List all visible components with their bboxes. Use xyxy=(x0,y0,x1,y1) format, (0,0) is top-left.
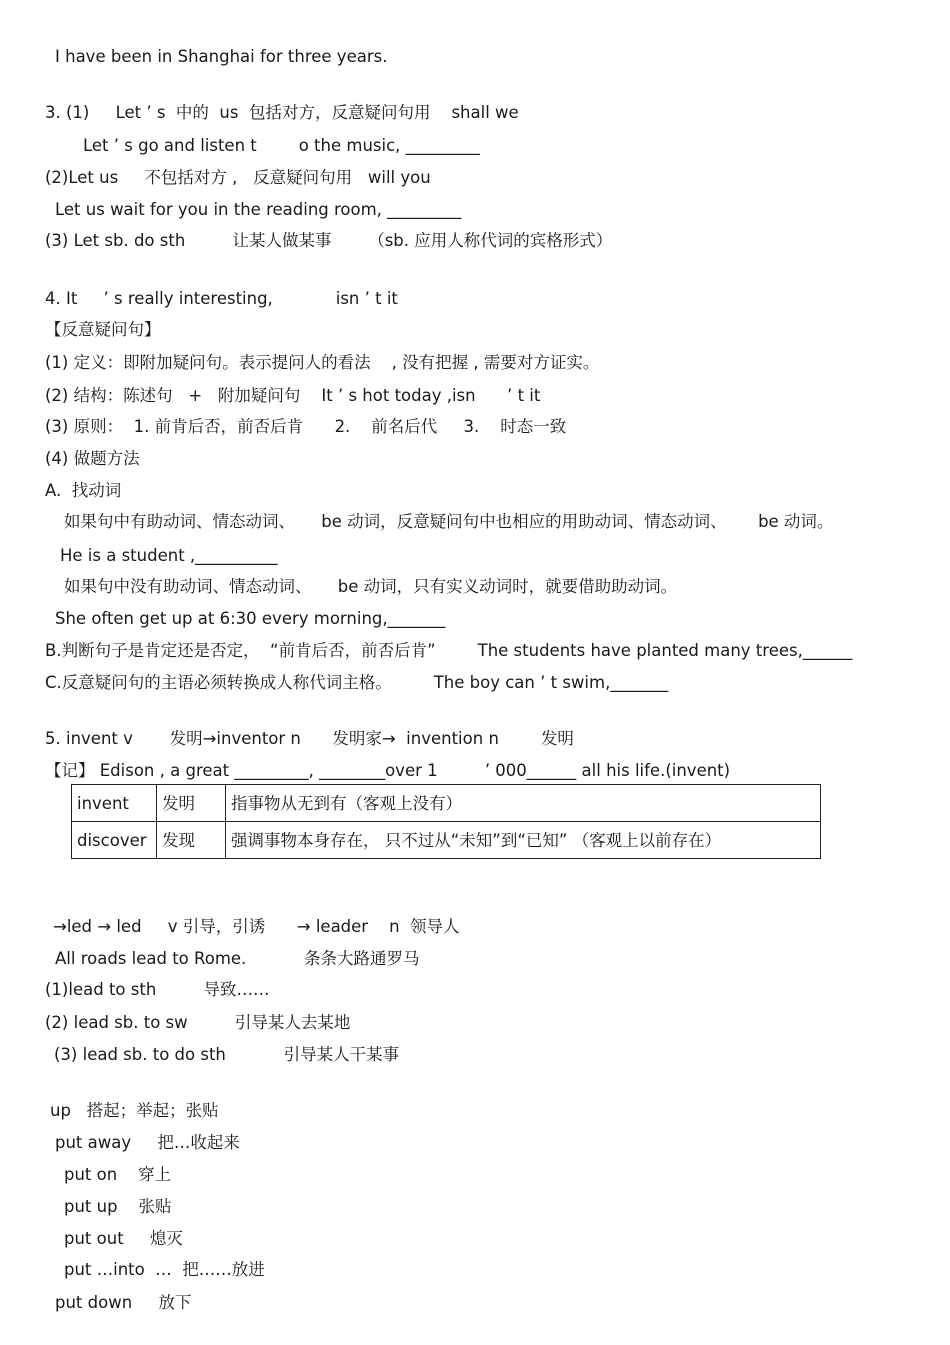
table-cell: invent xyxy=(72,785,157,822)
point-5-heading: 5. invent v 发明→inventor n 发明家→ invention n 发明 xyxy=(45,729,574,748)
table-cell: discover xyxy=(72,822,157,859)
example-lets-go: Let ’ s go and listen t o the music, _________ xyxy=(83,136,480,155)
section-tag-question: 【反意疑问句】 xyxy=(45,320,161,339)
method-heading: (4) 做题方法 xyxy=(45,449,140,468)
phrase-lead-to: (1)lead to sth 导致…… xyxy=(45,980,270,999)
structure-line: (2) 结构：陈述句 + 附加疑问句 It ’ s hot today ,isn ’ t it xyxy=(45,386,541,405)
table-row xyxy=(72,785,821,822)
definition-line: (1) 定义：即附加疑问句。表示提问人的看法 , 没有把握 , 需要对方证实。 xyxy=(45,353,600,372)
phrase-up: up 搭起；举起；张贴 xyxy=(50,1101,219,1120)
sentence-shanghai: I have been in Shanghai for three years. xyxy=(55,47,388,66)
phrase-put-up: put up 张贴 xyxy=(64,1197,172,1216)
memo-edison: 【记】 Edison , a great _________, ________over 1 ’ 000______ all his life.(invent) xyxy=(45,761,731,780)
method-a-rule-1: 如果句中有助动词、情态动词、 be 动词，反意疑问句中也相应的用助动词、情态动词、 be 动词。 xyxy=(64,512,834,531)
phrase-lead-sb-to-sw: (2) lead sb. to sw 引导某人去某地 xyxy=(45,1013,351,1032)
phrase-put-away: put away 把…收起来 xyxy=(55,1133,240,1152)
invent-discover-table xyxy=(71,784,821,859)
example-rome: All roads lead to Rome. 条条大路通罗马 xyxy=(55,949,420,968)
method-a-rule-2: 如果句中没有助动词、情态动词、 be 动词，只有实义动词时，就要借助助动词。 xyxy=(64,577,678,596)
phrase-put-on: put on 穿上 xyxy=(64,1165,172,1184)
table-cell: 发现 xyxy=(157,822,226,859)
principle-line: (3) 原则： 1. 前肯后否，前否后肯 2. 前名后代 3. 时态一致 xyxy=(45,417,567,436)
phrase-put-down: put down 放下 xyxy=(55,1293,192,1312)
point-3-1-heading: 3. (1) Let ’ s 中的 us 包括对方，反意疑问句用 shall we xyxy=(45,103,519,122)
method-a-heading: A. 找动词 xyxy=(45,481,122,500)
method-b-line: B.判断句子是肯定还是否定， “前肯后否，前否后肯” The students have planted many trees,______ xyxy=(45,641,853,660)
lead-forms: →led → led v 引导，引诱 → leader n 领导人 xyxy=(53,917,460,936)
point-3-3-heading: (3) Let sb. do sth 让某人做某事 （sb. 应用人称代词的宾格形式） xyxy=(45,231,613,250)
method-c-line: C.反意疑问句的主语必须转换成人称代词主格。 The boy can ’ t swim,_______ xyxy=(45,673,669,692)
phrase-put-into: put …into … 把……放进 xyxy=(64,1260,265,1279)
phrase-put-out: put out 熄灭 xyxy=(64,1229,183,1248)
phrase-lead-sb-to-do: (3) lead sb. to do sth 引导某人干某事 xyxy=(54,1045,400,1064)
table-row xyxy=(72,822,821,859)
point-3-2-heading: (2)Let us 不包括对方 , 反意疑问句用 will you xyxy=(45,168,431,187)
example-student: He is a student ,__________ xyxy=(60,546,278,565)
example-let-us-wait: Let us wait for you in the reading room, _________ xyxy=(55,200,462,219)
table-cell: 强调事物本身存在， 只不过从“未知”到“已知” （客观上以前存在） xyxy=(226,822,821,859)
table-cell: 发明 xyxy=(157,785,226,822)
point-4-heading: 4. It ’ s really interesting, isn ’ t it xyxy=(45,289,398,308)
table-cell: 指事物从无到有（客观上没有） xyxy=(226,785,821,822)
example-get-up: She often get up at 6:30 every morning,_______ xyxy=(55,609,446,628)
